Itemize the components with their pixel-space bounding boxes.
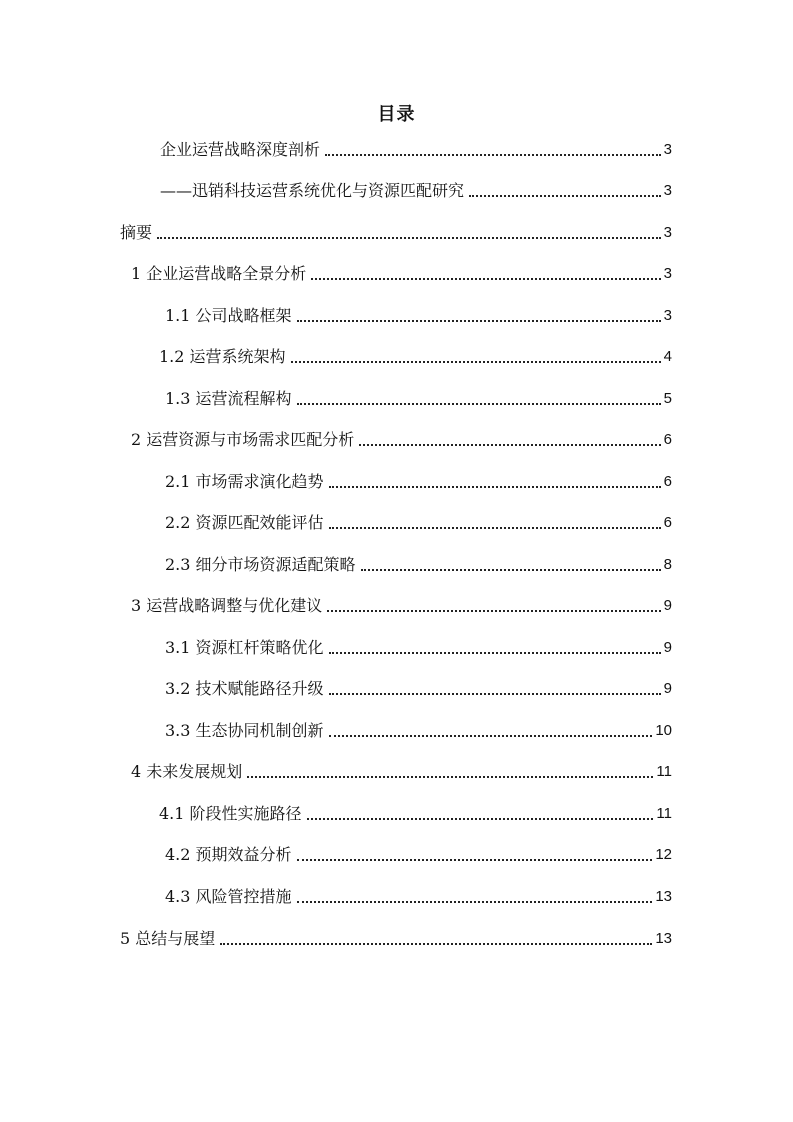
toc-entry-section-4-2[interactable]: [165, 843, 672, 867]
toc-entry-title: 4.3 风险管控措施: [165, 887, 292, 906]
toc-entry-chapter-2[interactable]: [131, 428, 672, 452]
toc-entry-title: ——迅销科技运营系统优化与资源匹配研究: [160, 181, 465, 200]
toc-entry-section-3-3[interactable]: [165, 719, 672, 743]
toc-entry-title: 4.1 阶段性实施路径: [159, 804, 302, 823]
dot-leader: [307, 818, 654, 820]
toc-entry-section-2-3[interactable]: [165, 553, 672, 577]
toc-entry-title: 2.2 资源匹配效能评估: [165, 513, 324, 532]
dot-leader: [297, 859, 653, 861]
toc-entry-page: 13: [655, 930, 672, 947]
toc-entry-chapter-1[interactable]: [131, 262, 672, 286]
toc-entry-page: 8: [663, 556, 672, 573]
toc-entry-subtitle-1[interactable]: [160, 138, 672, 162]
toc-entry-page: 11: [656, 763, 672, 780]
toc-entry-page: 9: [663, 639, 672, 656]
dot-leader: [157, 237, 661, 239]
dot-leader: [327, 610, 660, 612]
toc-entry-title: 企业运营战略深度剖析: [160, 140, 321, 159]
dot-leader: [469, 195, 661, 197]
toc-title: 目录: [377, 104, 416, 125]
toc-entry-title: 5 总结与展望: [120, 929, 216, 948]
toc-entry-page: 13: [655, 888, 672, 905]
toc-entry-section-3-2[interactable]: [165, 677, 672, 701]
toc-entry-title: 3.3 生态协同机制创新: [165, 721, 324, 740]
dot-leader: [329, 486, 661, 488]
toc-entry-section-2-1[interactable]: [165, 470, 672, 494]
dot-leader: [297, 320, 661, 322]
toc-entry-title: 1 企业运营战略全景分析: [131, 264, 307, 283]
toc-entry-subtitle-2[interactable]: [160, 179, 672, 203]
toc-entry-title: 3.2 技术赋能路径升级: [165, 679, 324, 698]
dot-leader: [361, 569, 661, 571]
dot-leader: [359, 444, 660, 446]
dot-leader: [329, 527, 661, 529]
toc-entry-chapter-4[interactable]: [131, 760, 672, 784]
toc-entry-page: 3: [663, 265, 672, 282]
toc-entry-page: 5: [663, 390, 672, 407]
toc-entry-page: 6: [663, 473, 672, 490]
toc-entry-page: 4: [663, 348, 672, 365]
toc-entry-page: 3: [663, 141, 672, 158]
toc-entry-page: 6: [663, 431, 672, 448]
toc-entry-chapter-5[interactable]: [120, 927, 672, 951]
toc-entry-page: 11: [656, 805, 672, 822]
toc-entry-title: 2 运营资源与市场需求匹配分析: [131, 430, 355, 449]
toc-entry-title: 1.3 运营流程解构: [165, 389, 292, 408]
toc-entry-title: 2.3 细分市场资源适配策略: [165, 555, 356, 574]
toc-entry-section-1-1[interactable]: [165, 304, 672, 328]
toc-entry-title: 摘要: [120, 223, 153, 242]
dot-leader: [291, 361, 661, 363]
dot-leader: [297, 403, 661, 405]
toc-entry-section-4-1[interactable]: [159, 802, 672, 826]
toc-entry-title: 3.1 资源杠杆策略优化: [165, 638, 324, 657]
toc-entry-section-1-2[interactable]: [159, 345, 672, 369]
toc-entry-title: 2.1 市场需求演化趋势: [165, 472, 324, 491]
dot-leader: [220, 943, 652, 945]
toc-entry-title: 1.1 公司战略框架: [165, 306, 292, 325]
toc-entry-page: 9: [663, 597, 672, 614]
dot-leader: [311, 278, 660, 280]
toc-entry-page: 3: [663, 182, 672, 199]
toc-entry-page: 9: [663, 680, 672, 697]
toc-entry-title: 4 未来发展规划: [131, 762, 243, 781]
toc-entry-title: 4.2 预期效益分析: [165, 845, 292, 864]
dot-leader: [247, 776, 653, 778]
toc-entry-page: 6: [663, 514, 672, 531]
toc-entry-title: 3 运营战略调整与优化建议: [131, 596, 323, 615]
toc-entry-page: 10: [655, 722, 672, 739]
toc-entry-chapter-3[interactable]: [131, 594, 672, 618]
toc-entry-section-4-3[interactable]: [165, 885, 672, 909]
toc-entry-section-3-1[interactable]: [165, 636, 672, 660]
toc-entry-page: 3: [663, 307, 672, 324]
toc-entry-section-2-2[interactable]: [165, 511, 672, 535]
toc-entry-title: 1.2 运营系统架构: [159, 347, 286, 366]
dot-leader: [325, 154, 661, 156]
dot-leader: [329, 652, 661, 654]
toc-entry-abstract[interactable]: [120, 221, 672, 245]
toc-entry-page: 3: [663, 224, 672, 241]
toc-entry-section-1-3[interactable]: [165, 387, 672, 411]
toc-entry-page: 12: [655, 846, 672, 863]
dot-leader: [329, 693, 661, 695]
dot-leader: [297, 901, 653, 903]
dot-leader: [329, 735, 653, 737]
